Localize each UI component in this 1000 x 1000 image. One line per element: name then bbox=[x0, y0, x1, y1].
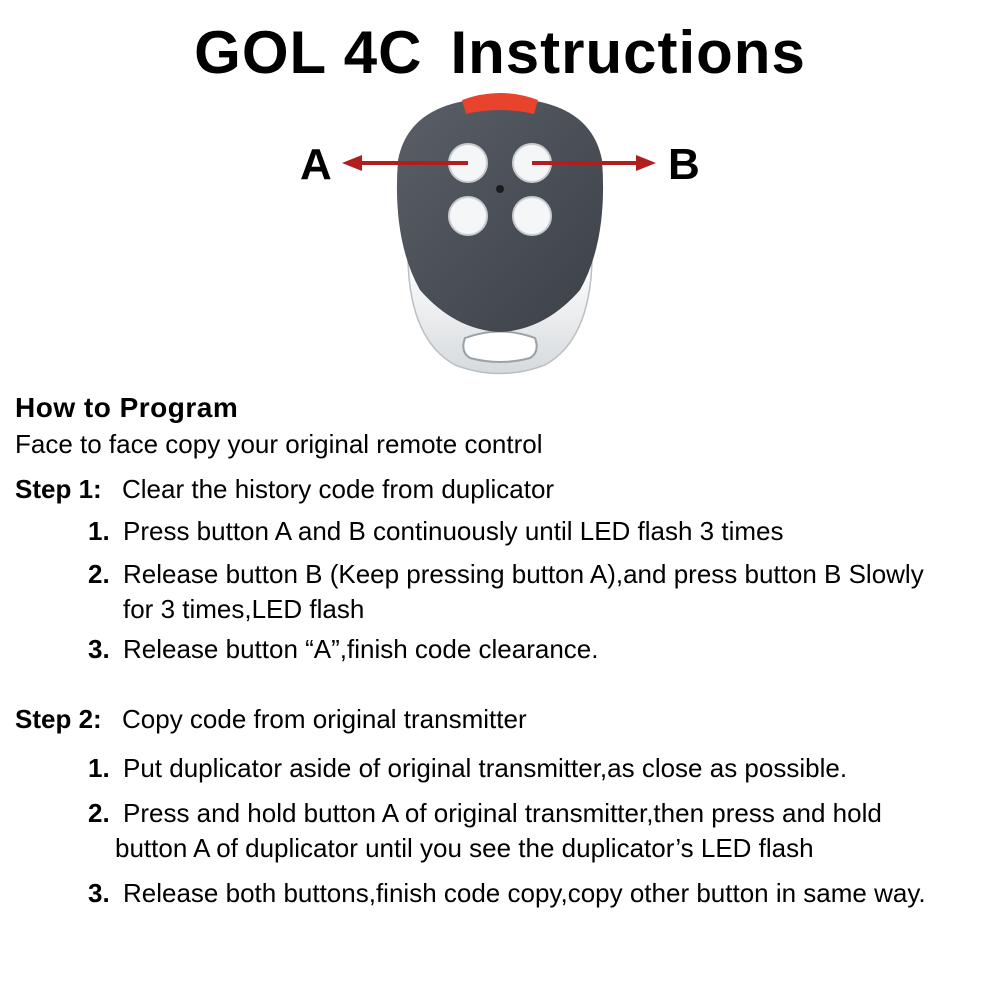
keyring-hole bbox=[463, 332, 536, 363]
step-2-text: Copy code from original transmitter bbox=[122, 704, 527, 734]
item-text: Press button A and B continuously until LED flash 3 times bbox=[123, 516, 784, 546]
item-number: 1. bbox=[88, 516, 110, 546]
label-a: A bbox=[300, 140, 332, 189]
step-2-item-3 bbox=[88, 876, 926, 911]
step-2 bbox=[15, 704, 527, 735]
item-text: Release button B (Keep pressing button A),and press button B Slowly bbox=[123, 559, 924, 589]
page-title bbox=[0, 18, 1000, 87]
item-text-continued: button A of duplicator until you see the duplicator’s LED flash bbox=[115, 833, 814, 863]
step-2-item-2 bbox=[88, 796, 882, 866]
item-text: Press and hold button A of original transmitter,then press and hold bbox=[123, 798, 882, 828]
arrow-b-head bbox=[636, 155, 656, 171]
step-1-label: Step 1: bbox=[15, 474, 102, 504]
step-2-label: Step 2: bbox=[15, 704, 102, 734]
button-d bbox=[513, 197, 551, 235]
item-number: 3. bbox=[88, 634, 110, 664]
item-number: 2. bbox=[88, 559, 110, 589]
label-b: B bbox=[668, 140, 700, 189]
remote-control-image bbox=[290, 90, 710, 380]
remote-illustration bbox=[290, 90, 710, 380]
title-instructions: Instructions bbox=[450, 19, 806, 86]
led-indicator bbox=[496, 185, 504, 193]
item-text: Put duplicator aside of original transmitter,as close as possible. bbox=[123, 753, 848, 783]
arrow-a-head bbox=[342, 155, 362, 171]
step-1-item-1 bbox=[88, 514, 784, 549]
item-text: Release button “A”,finish code clearance. bbox=[123, 634, 599, 664]
item-text-continued: for 3 times,LED flash bbox=[123, 594, 365, 624]
button-c bbox=[449, 197, 487, 235]
step-1-item-2 bbox=[88, 557, 924, 627]
item-number: 1. bbox=[88, 753, 110, 783]
title-model: GOL 4C bbox=[194, 19, 423, 86]
section-subheading: Face to face copy your original remote control bbox=[15, 429, 543, 459]
section-heading: How to Program bbox=[15, 392, 239, 423]
step-1-text: Clear the history code from duplicator bbox=[122, 474, 555, 504]
step-1-item-3 bbox=[88, 632, 599, 667]
item-text: Release both buttons,finish code copy,copy other button in same way. bbox=[123, 878, 926, 908]
remote-body bbox=[397, 98, 603, 332]
step-1 bbox=[15, 474, 554, 505]
item-number: 2. bbox=[88, 798, 110, 828]
item-number: 3. bbox=[88, 878, 110, 908]
step-2-item-1 bbox=[88, 751, 847, 786]
